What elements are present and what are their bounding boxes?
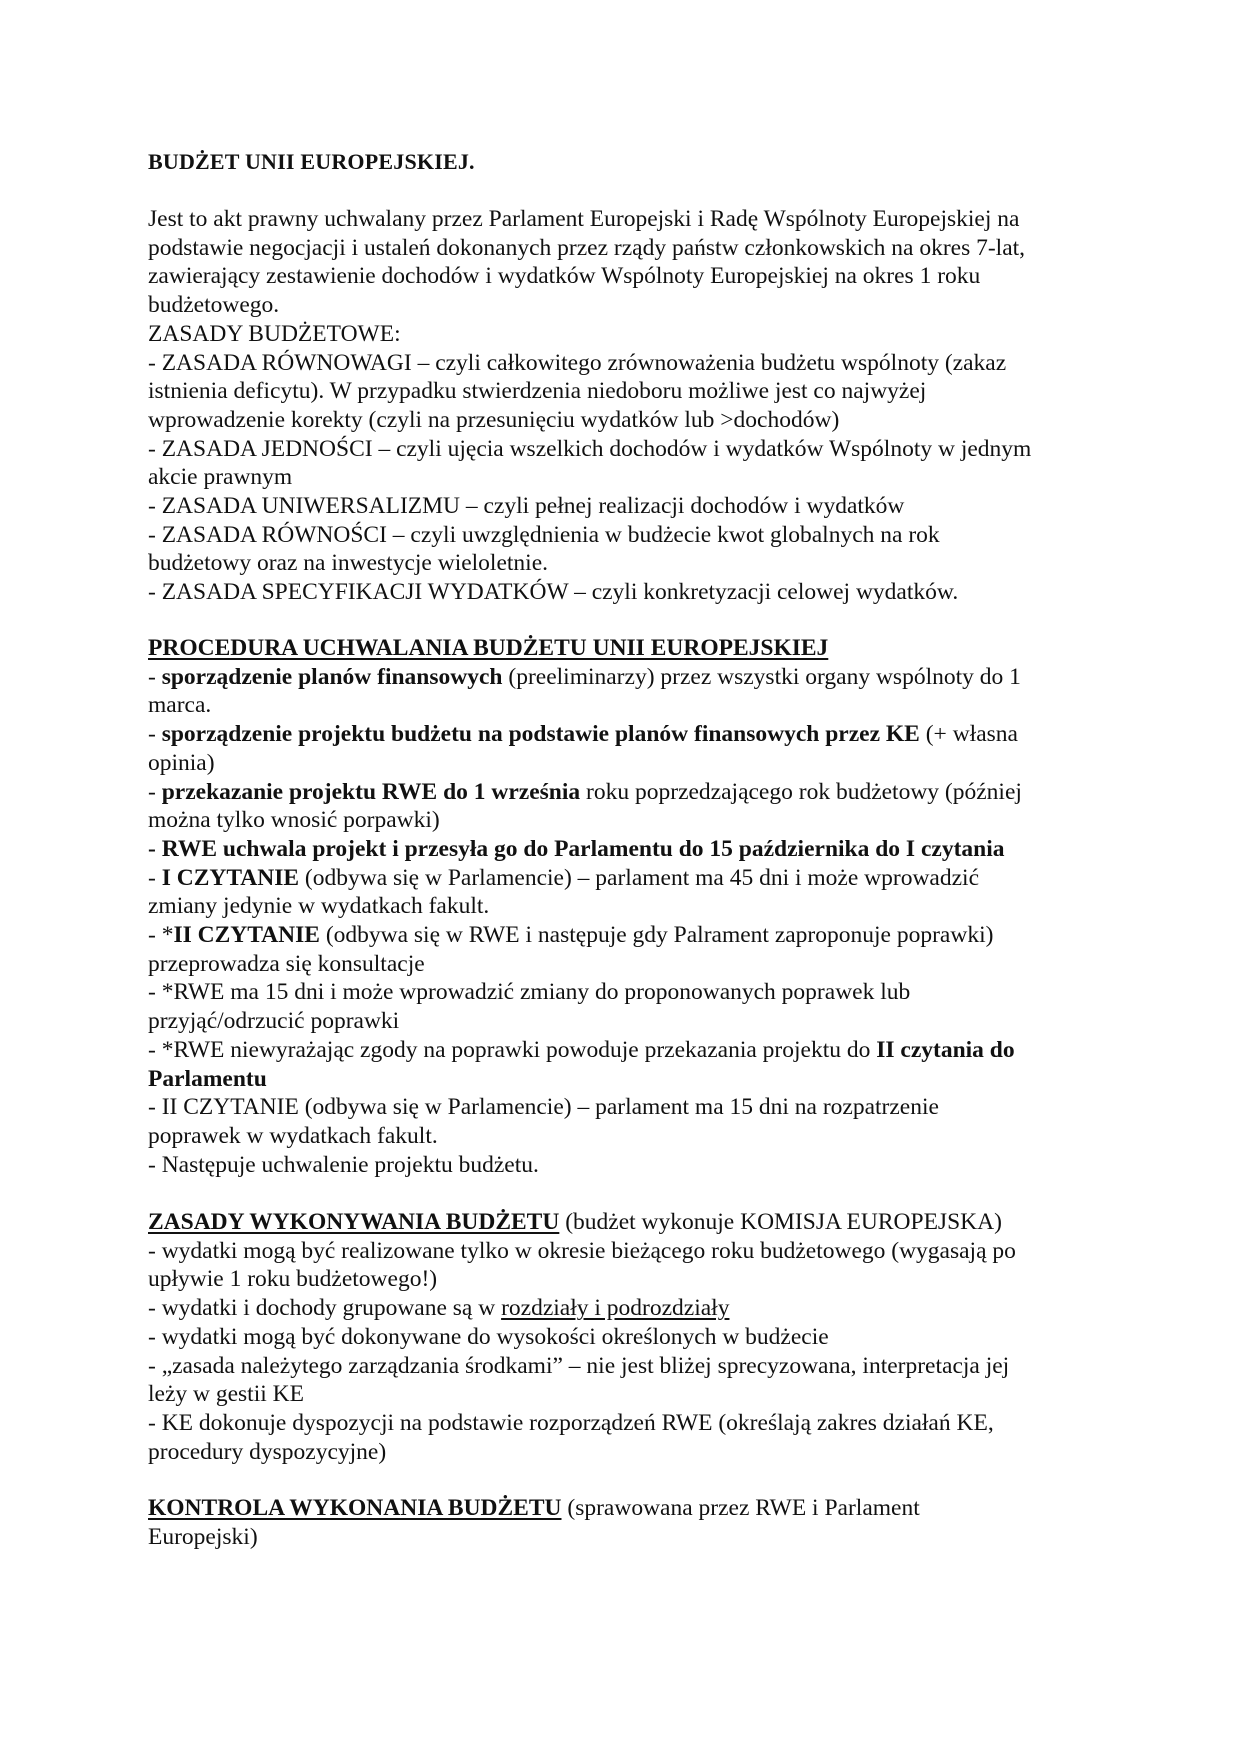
procedura-item: - *RWE niewyrażając zgody na poprawki powoduje przekazania projektu do II czytania do — [148, 1036, 1015, 1063]
procedura-item-cont: zmiany jedynie w wydatkach fakult. — [148, 893, 490, 920]
zasady-line: - ZASADA JEDNOŚCI – czyli ujęcia wszelkich dochodów i wydatków Wspólnoty w jednym — [148, 435, 1032, 462]
procedura-item-cont: marca. — [148, 692, 212, 719]
wykonywanie-heading: ZASADY WYKONYWANIA BUDŻETU — [148, 1209, 560, 1235]
kontrola-section — [148, 1494, 1108, 1551]
rozdzialy-underlined: rozdziały i podrozdziały — [501, 1295, 730, 1322]
wykonywanie-section — [148, 1208, 1108, 1466]
wykonywanie-item: - wydatki mogą być dokonywane do wysokości określonych w budżecie — [148, 1323, 829, 1350]
kontrola-cont: Europejski) — [148, 1523, 258, 1550]
procedura-item-cont: Parlamentu — [148, 1065, 267, 1092]
zasady-line: istnienia deficytu). W przypadku stwierdzenia niedoboru możliwe jest co najwyżej — [148, 378, 927, 405]
zasady-line: - ZASADA RÓWNOŚCI – czyli uwzględnienia w budżecie kwot globalnych na rok — [148, 521, 940, 548]
procedura-item: - *RWE ma 15 dni i może wprowadzić zmiany do proponowanych poprawek lub — [148, 979, 911, 1006]
kontrola-heading-line: KONTROLA WYKONANIA BUDŻETU (sprawowana przez RWE i Parlament — [148, 1495, 920, 1521]
kontrola-heading: KONTROLA WYKONANIA BUDŻETU — [148, 1495, 562, 1521]
zasady-line: akcie prawnym — [148, 464, 293, 491]
wykonywanie-item-cont: procedury dyspozycyjne) — [148, 1438, 387, 1465]
procedura-heading: PROCEDURA UCHWALANIA BUDŻETU UNII EUROPEJSKIEJ — [148, 635, 829, 661]
procedura-item-cont: opinia) — [148, 749, 215, 776]
procedura-item: - sporządzenie projektu budżetu na podstawie planów finansowych przez KE (+ własna — [148, 721, 1018, 748]
procedura-item: - II CZYTANIE (odbywa się w Parlamencie) – parlament ma 15 dni na rozpatrzenie — [148, 1094, 939, 1121]
procedura-item-cont: przyjąć/odrzucić poprawki — [148, 1008, 400, 1035]
procedura-item: - RWE uchwala projekt i przesyła go do Parlamentu do 15 października do I czytania — [148, 835, 1005, 862]
intro-line: zawierający zestawienie dochodów i wydatków Wspólnoty Europejskiej na okres 1 roku — [148, 263, 981, 290]
procedura-item-cont: poprawek w wydatkach fakult. — [148, 1122, 438, 1149]
zasady-heading: ZASADY BUDŻETOWE: — [148, 320, 401, 347]
wykonywanie-item: - KE dokonuje dyspozycji na podstawie rozporządzeń RWE (określają zakres działań KE, — [148, 1409, 994, 1436]
intro-line: podstawie negocjacji i ustaleń dokonanych przez rządy państw członkowskich na okres 7-lat, — [148, 234, 1026, 261]
intro-paragraph — [148, 205, 1108, 607]
procedura-item: - I CZYTANIE (odbywa się w Parlamencie) – parlament ma 45 dni i może wprowadzić — [148, 864, 979, 891]
zasady-line: wprowadzenie korekty (czyli na przesunięciu wydatków lub >dochodów) — [148, 406, 840, 433]
zasady-line: - ZASADA RÓWNOWAGI – czyli całkowitego zrównoważenia budżetu wspólnoty (zakaz — [148, 349, 1007, 376]
intro-line: budżetowego. — [148, 292, 280, 319]
zasady-line: - ZASADA UNIWERSALIZMU – czyli pełnej realizacji dochodów i wydatków — [148, 493, 905, 520]
intro-line: Jest to akt prawny uchwalany przez Parlament Europejski i Radę Wspólnoty Europejskiej na — [148, 206, 1020, 232]
zasady-line: budżetowy oraz na inwestycje wieloletnie. — [148, 550, 549, 577]
wykonywanie-item: - wydatki mogą być realizowane tylko w okresie bieżącego roku budżetowego (wygasają po — [148, 1237, 1016, 1264]
procedura-section — [148, 634, 1108, 1179]
wykonywanie-item: - wydatki i dochody grupowane są w rozdziały i podrozdziały — [148, 1295, 730, 1322]
procedura-item-cont: przeprowadza się konsultacje — [148, 950, 425, 977]
document-title: BUDŻET UNII EUROPEJSKIEJ. — [148, 149, 475, 174]
wykonywanie-item-cont: upływie 1 roku budżetowego!) — [148, 1266, 438, 1293]
procedura-item-cont: można tylko wnosić porpawki) — [148, 807, 440, 834]
procedura-item: - *II CZYTANIE (odbywa się w RWE i następuje gdy Palrament zaproponuje poprawki) — [148, 922, 994, 949]
wykonywanie-item: - „zasada należytego zarządzania środkami” – nie jest bliżej sprecyzowana, interpretacja jej — [148, 1352, 1010, 1379]
procedura-item: - Następuje uchwalenie projektu budżetu. — [148, 1151, 539, 1178]
procedura-item: - przekazanie projektu RWE do 1 września roku poprzedzającego rok budżetowy (później — [148, 778, 1022, 805]
wykonywanie-heading-line: ZASADY WYKONYWANIA BUDŻETU (budżet wykonuje KOMISJA EUROPEJSKA) — [148, 1209, 1002, 1235]
procedura-item: - sporządzenie planów finansowych (preeliminarzy) przez wszystki organy wspólnoty do 1 — [148, 663, 1021, 690]
zasady-line: - ZASADA SPECYFIKACJI WYDATKÓW – czyli konkretyzacji celowej wydatków. — [148, 579, 959, 606]
wykonywanie-item-cont: leży w gestii KE — [148, 1381, 304, 1408]
